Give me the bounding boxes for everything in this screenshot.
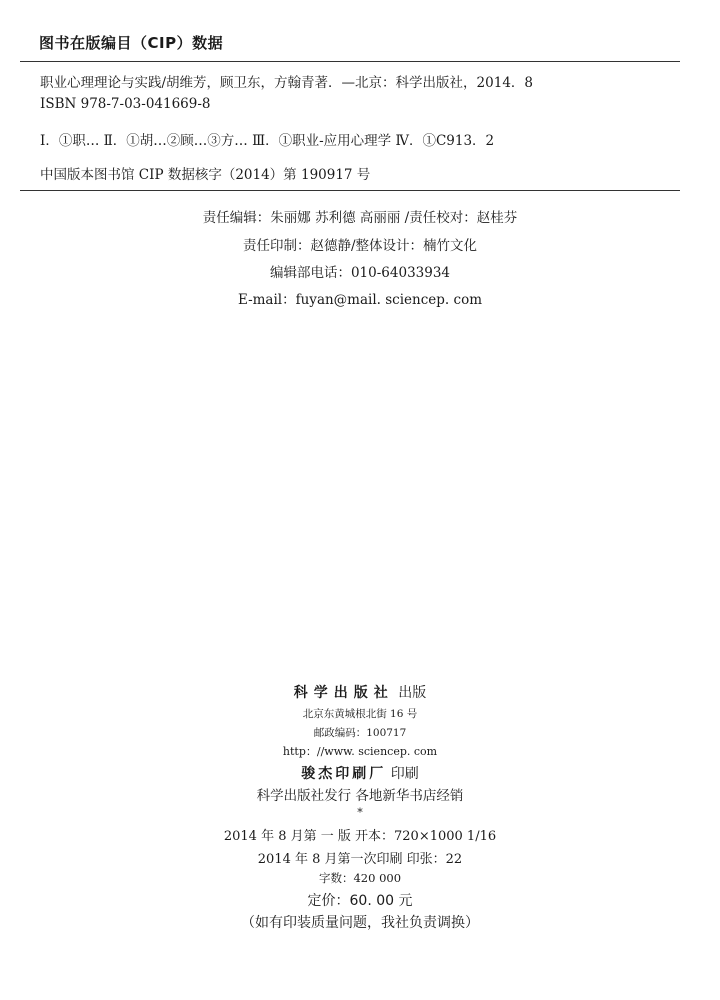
word-count: 字数：420 000	[318, 871, 402, 885]
printer-line	[0, 763, 720, 783]
quality-note: （如有印装质量问题，我社负责调换）	[241, 915, 479, 931]
separator-asterisk: *	[357, 806, 363, 819]
editor-credits: 责任编辑：朱丽娜 苏利德 高丽丽 /责任校对：赵桂芬	[202, 210, 518, 226]
cip-heading: 图书在版编目（CIP）数据	[39, 34, 224, 52]
printing-info: 2014 年 8 月第一次印刷 印张：22	[257, 852, 463, 867]
publisher-name: 科学出版社	[293, 685, 394, 701]
production-credits: 责任印制：赵德静/整体设计：楠竹文化	[242, 238, 478, 254]
cip-bottom-rule	[20, 190, 680, 191]
cip-top-rule	[20, 61, 680, 62]
edition-info: 2014 年 8 月第 一 版 开本：720×1000 1/16	[223, 829, 497, 844]
publisher-suffix: 出版	[398, 685, 427, 701]
publisher-line	[0, 682, 720, 702]
price: 定价：60. 00 元	[307, 893, 413, 909]
editorial-email: E-mail：fuyan@mail. sciencep. com	[237, 292, 483, 308]
publisher-url: http：//www. sciencep. com	[282, 745, 438, 758]
publisher-address: 北京东黄城根北街 16 号	[302, 708, 418, 720]
editorial-phone: 编辑部电话：010-64033934	[269, 265, 451, 281]
cip-title-line: 职业心理理论与实践/胡维芳，顾卫东，方翰青著．—北京：科学出版社，2014．8	[40, 75, 533, 91]
cip-isbn-line: ISBN 978-7-03-041669-8	[40, 96, 211, 112]
distribution-line: 科学出版社发行 各地新华书店经销	[256, 788, 464, 804]
printer-name: 骏杰印刷厂	[301, 766, 387, 782]
cip-classification-line: Ⅰ．①职… Ⅱ．①胡…②顾…③方… Ⅲ．①职业-应用心理学 Ⅳ．①C913．2	[40, 133, 495, 149]
cip-record-line: 中国版本图书馆 CIP 数据核字（2014）第 190917 号	[40, 167, 371, 183]
printer-suffix: 印刷	[390, 766, 419, 782]
publisher-postcode: 邮政编码：100717	[313, 727, 407, 739]
